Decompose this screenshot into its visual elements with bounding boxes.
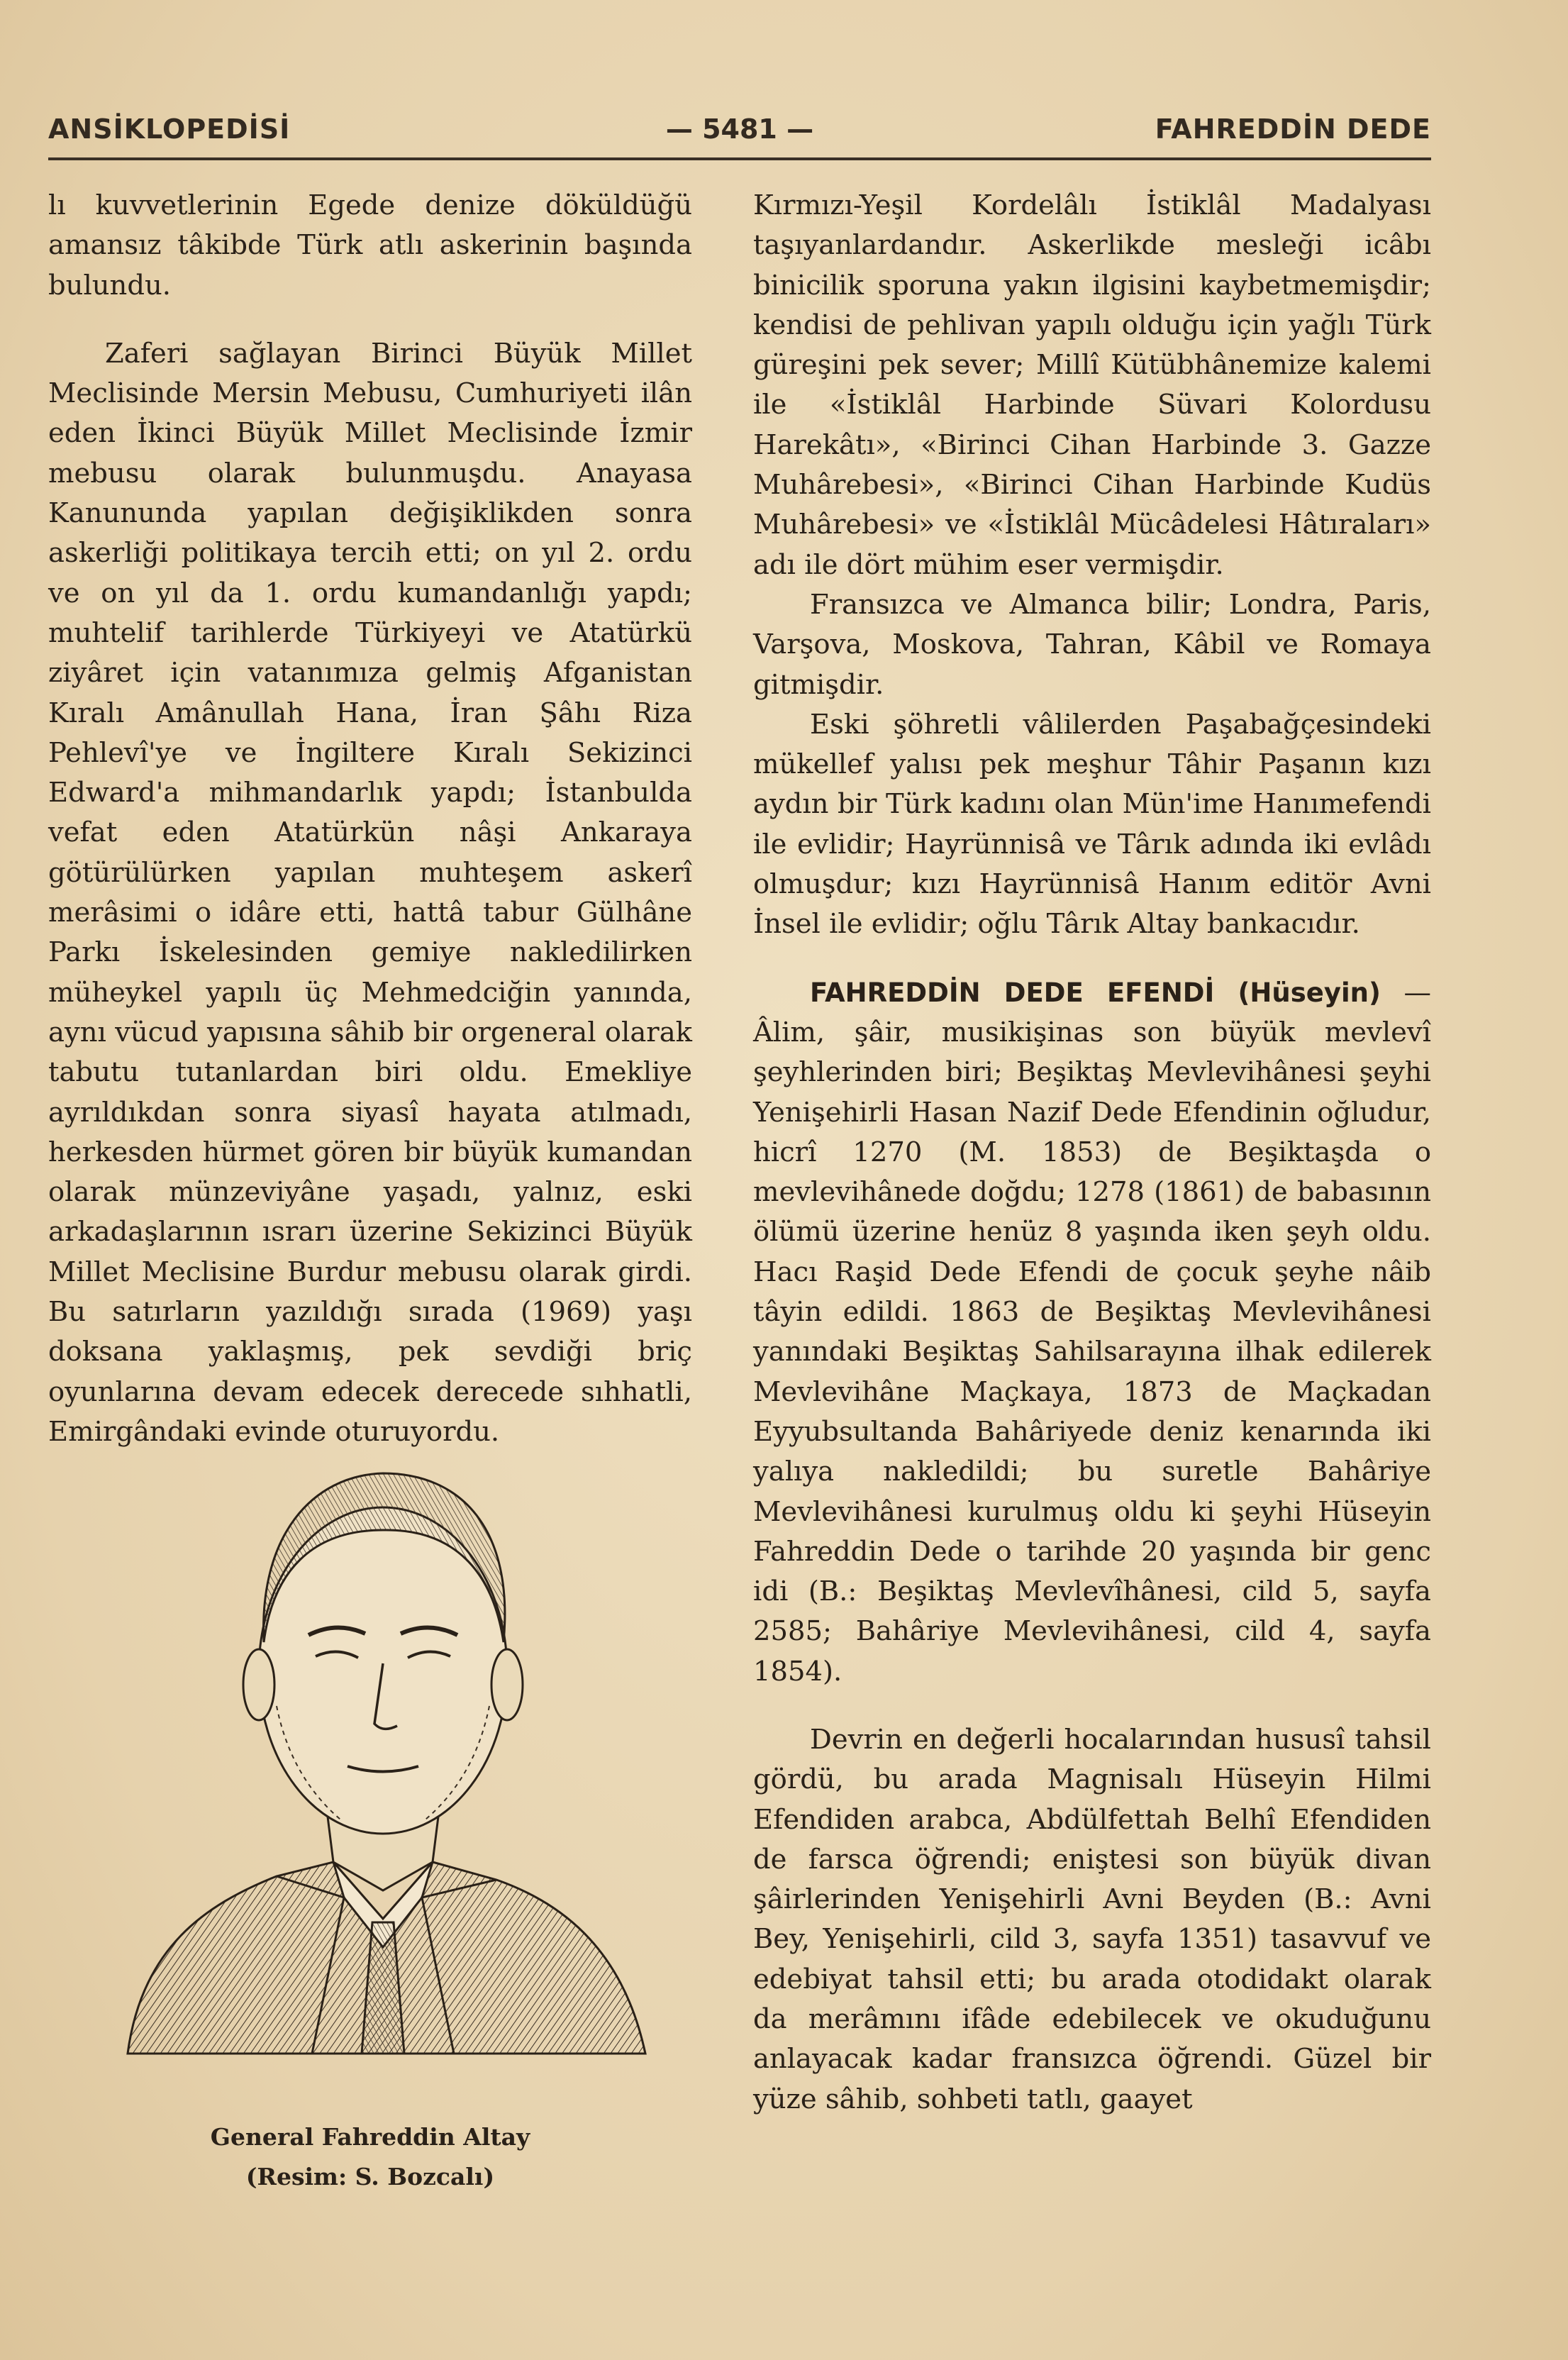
right-column bbox=[753, 186, 1431, 2120]
portrait-illustration bbox=[99, 1408, 660, 2061]
page-number: — 5481 — bbox=[665, 113, 814, 145]
running-header bbox=[48, 113, 1431, 156]
caption-name: General Fahreddin Altay bbox=[210, 2123, 530, 2151]
right-paragraph-2: Fransızca ve Almanca bilir; Londra, Paris, Varşova, Moskova, Tahran, Kâbil ve Romaya gitmişdir. bbox=[753, 588, 1431, 701]
left-paragraph-2: Zaferi sağlayan Birinci Büyük Millet Meclisinde Mersin Mebusu, Cumhuriyeti ilân eden İkinci Büyük Millet Meclisinde İzmir mebusu olarak bulunmuşdu. Anayasa Kanununda yapılan değişiklikden sonra askerliği politikaya tercih etti; on yıl 2. ordu ve on yıl da 1. ordu kumandanlığı yapdı; muhtelif tarihlerde Türkiyeyi ve Atatürkü ziyâret için vatanımıza gelmiş Afganistan Kıralı Amânullah Hana, İran Şâhı Riza Pehlevî'ye ve İngiltere Kıralı Sekizinci Edward'a mihmandarlık yapdı; İstanbulda vefat eden Atatürkün nâşi Ankaraya götürülürken yapılan muhteşem askerî merâsimi o idâre etti, hattâ tabur Gülhâne Parkı İskelesinden gemiye nakledilirken müheykel yapılı üç Mehmedciğin yanında, aynı vücud yapısına sâhib bir orgeneral olarak tabutu tutanlardan biri oldu. Emekliye ayrıldıkdan sonra siyasî hayata atılmadı, herkesden hürmet gören bir büyük kumandan olarak münzeviyâne yaşadı, yalnız, eski arkadaşlarının ısrarı üzerine Sekizinci Büyük Millet Meclisine Burdur mebusu olarak girdi. Bu satırların yazıldığı sırada (1969) yaşı doksana yaklaşmış, pek sevdiği briç oyunlarına devam edecek derecede sıhhatli, Emirgândaki evinde oturuyordu. bbox=[48, 337, 692, 1448]
left-paragraph-1: lı kuvvetlerinin Egede denize döküldüğü amansız tâkibde Türk atlı askerinin başında bulundu. bbox=[48, 189, 692, 301]
portrait-caption bbox=[48, 2117, 692, 2197]
header-rule bbox=[48, 157, 1431, 160]
entry-text: — Âlim, şâir, musikişinas son büyük mevlevî şeyhlerinden biri; Beşiktaş Mevlevihânesi şeyhi Yenişehirli Hasan Nazif Dede Efendinin oğludur, hicrî 1270 (M. 1853) de Beşiktaşda o mevlevihânede doğdu; 1278 (1861) de babasının ölümü üzerine henüz 8 yaşında iken şeyh oldu. Hacı Raşid Dede Efendi de çocuk şeyhe nâib tâyin edildi. 1863 de Beşiktaş Mevlevihânesi yanındaki Beşiktaş Sahilsarayına ilhak edilerek Mevlevihâne Maçkaya, 1873 de Maçkadan Eyyubsultanda Bahâriyede deniz kenarında iki yalıya nakledildi; bu suretle Bahâriye Mevlevihânesi kurulmuş oldu ki şeyhi Hüseyin Fahreddin Dede o tarihde 20 yaşında bir genc idi (B.: Beşiktaş Mevlevîhânesi, cild 5, sayfa 2585; Bahâriye Mevlevihânesi, cild 4, sayfa 1854). bbox=[753, 976, 1431, 1688]
right-paragraph-1: Kırmızı-Yeşil Kordelâlı İstiklâl Madalyası taşıyanlardandır. Askerlikde mesleği icâbı binicilik sporuna yakın ilgisini kaybetmemişdir; kendisi de pehlivan yapılı olduğu için yağlı Türk güreşini pek sever; Millî Kütübhânemize kalemi ile «İstiklâl Harbinde Süvari Kolordusu Harekâtı», «Birinci Cihan Harbinde 3. Gazze Muhârebesi», «Birinci Cihan Harbinde Kudüs Muhârebesi» ve «İstiklâl Mücâdelesi Hâtıraları» adı ile dört mühim eser vermişdir. bbox=[753, 189, 1431, 581]
entry-title: FAHREDDİN DEDE EFENDİ (Hüseyin) bbox=[810, 977, 1381, 1008]
right-paragraph-5: Devrin en değerli hocalarından hususî tahsil gördü, bu arada Magnisalı Hüseyin Hilmi Efendiden arabca, Abdülfettah Belhî Efendiden de farsca öğrendi; eniştesi son büyük divan şâirlerinden Yenişehirli Avni Beyden (B.: Avni Bey, Yenişehirli, cild 3, sayfa 1351) tasavvuf ve edebiyat tahsil etti; bu arada otodidakt olarak da merâmını ifâde edebilecek ve okuduğunu anlayacak kadar fransızca öğrendi. Güzel bir yüze sâhib, sohbeti tatlı, gaayet bbox=[753, 1723, 1431, 2115]
header-right-title: FAHREDDİN DEDE bbox=[1155, 113, 1431, 145]
left-column bbox=[48, 186, 692, 1452]
header-left-title: ANSİKLOPEDİSİ bbox=[48, 113, 291, 145]
right-paragraph-3: Eski şöhretli vâlilerden Paşabağçesindeki mükellef yalısı pek meşhur Tâhir Paşanın kızı aydın bir Türk kadını olan Mün'ime Hanımefendi ile evlidir; Hayrünnisâ ve Târık adında iki evlâdı olmuşdur; kızı Hayrünnisâ Hanım editör Avni İnsel ile evlidir; oğlu Târık Altay bankacıdır. bbox=[753, 708, 1431, 941]
caption-credit: (Resim: S. Bozcalı) bbox=[245, 2163, 495, 2190]
entry-paragraph bbox=[753, 973, 1431, 1692]
